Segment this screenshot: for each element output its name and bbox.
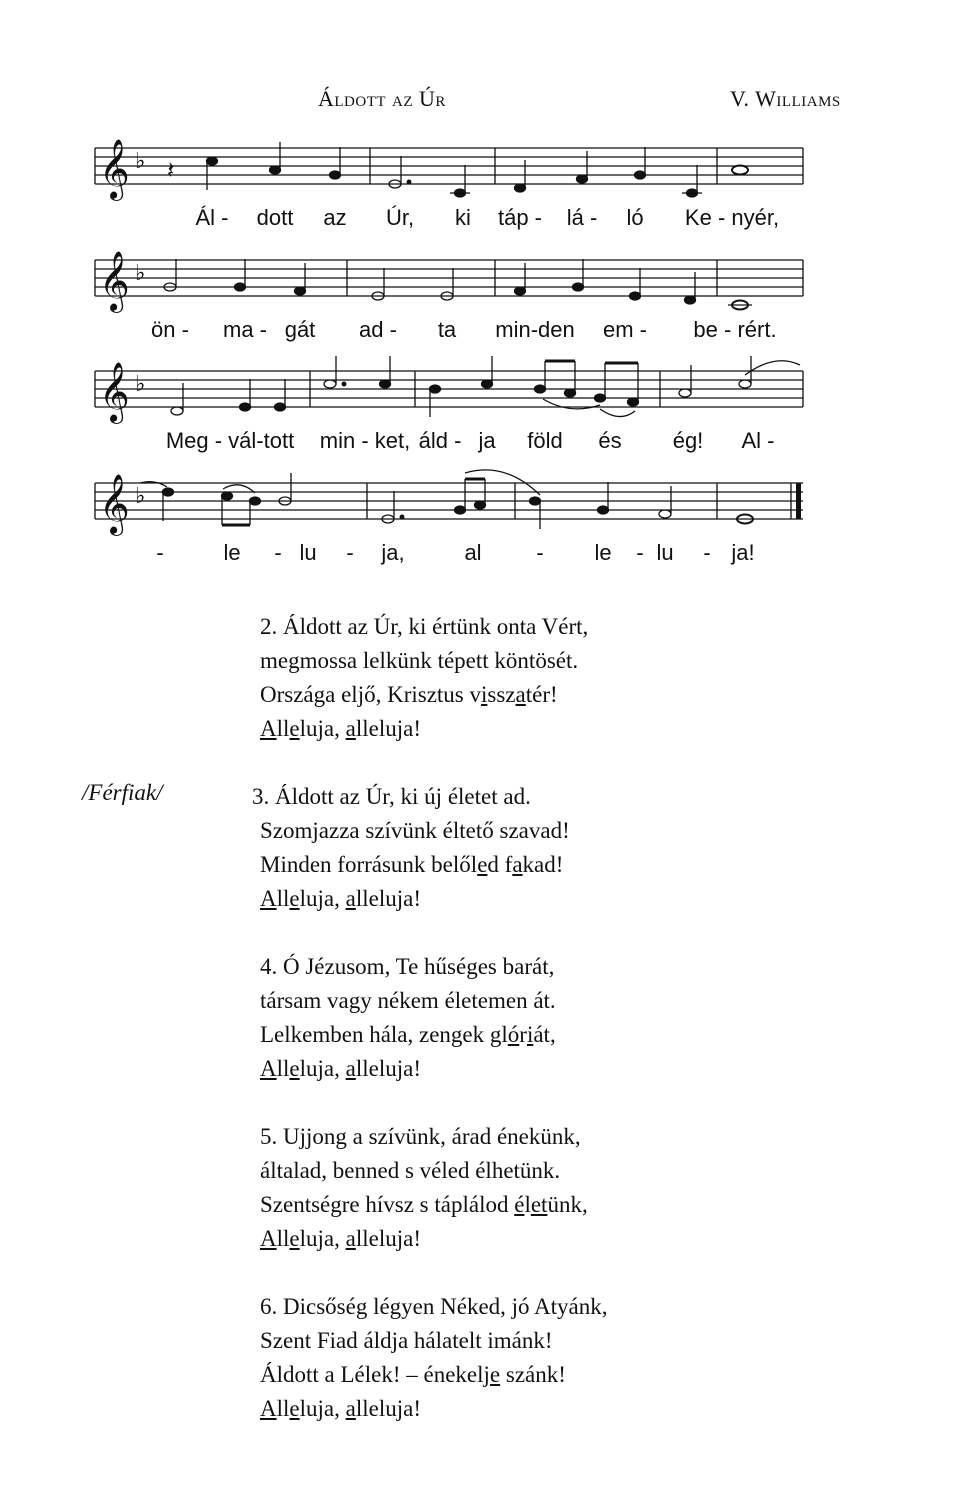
verse-line bbox=[260, 1120, 607, 1154]
lyric-syllable: Meg - vál-tott bbox=[165, 428, 295, 453]
verse-text: e bbox=[289, 1396, 300, 1421]
verse-text: 2. Áldott az Úr, ki értünk onta Vért, bbox=[260, 614, 589, 639]
verse-stanza bbox=[260, 1120, 607, 1256]
verse-text: e bbox=[289, 716, 300, 741]
verse-text: et bbox=[530, 1192, 548, 1217]
verse-text: a bbox=[345, 716, 356, 741]
lyric-syllable: Ál - bbox=[195, 205, 229, 230]
lyric-syllable: - bbox=[346, 540, 354, 565]
lyric-syllable: ta bbox=[437, 317, 457, 342]
verse-text: 3. Áldott az Úr, ki új életet ad. bbox=[252, 784, 531, 809]
verse-stanza bbox=[260, 1290, 607, 1426]
verse-text: lleluja! bbox=[355, 1056, 421, 1081]
lyric-syllable: lu bbox=[656, 540, 674, 565]
lyric-syllable: az bbox=[323, 205, 347, 230]
lyrics-line-4 bbox=[95, 540, 805, 570]
lyric-syllable: és bbox=[598, 428, 622, 453]
verse-text: i bbox=[526, 1022, 534, 1047]
staff-3 bbox=[95, 353, 805, 423]
lyric-syllable: - bbox=[636, 540, 644, 565]
verse-text: e bbox=[477, 852, 488, 877]
lyric-syllable: föld bbox=[527, 428, 563, 453]
lyric-syllable: - bbox=[536, 540, 544, 565]
verse-stanza bbox=[252, 780, 607, 916]
lyric-syllable: ló bbox=[626, 205, 644, 230]
lyric-syllable: ön - bbox=[151, 317, 189, 342]
verse-text: kad! bbox=[522, 852, 564, 877]
verse-text: általad, benned s véled élhetünk. bbox=[260, 1158, 561, 1183]
verse-text: ll bbox=[276, 1056, 290, 1081]
lyric-syllable: ki bbox=[455, 205, 471, 230]
verse-line bbox=[260, 1222, 607, 1256]
lyric-syllable: ma - bbox=[223, 317, 267, 342]
lyric-syllable: táp - bbox=[497, 205, 543, 230]
svg-text:𝄞: 𝄞 bbox=[99, 362, 130, 422]
verse-text: d f bbox=[487, 852, 513, 877]
verse-text: é bbox=[514, 1192, 525, 1217]
svg-text:♭: ♭ bbox=[135, 372, 146, 397]
lyric-syllable: ja, bbox=[381, 540, 405, 565]
verse-text: a bbox=[345, 1056, 356, 1081]
svg-text:♭: ♭ bbox=[135, 261, 146, 286]
lyric-syllable: min - ket, bbox=[319, 428, 411, 453]
lyrics-line-3 bbox=[95, 428, 805, 458]
lyric-syllable: Úr, bbox=[385, 205, 415, 230]
verse-text: Szomjazza szívünk éltető szavad! bbox=[260, 818, 570, 843]
verse-line bbox=[260, 1392, 607, 1426]
music-system-4 bbox=[95, 465, 805, 575]
lyric-syllable: le bbox=[223, 540, 241, 565]
verse-text: át, bbox=[533, 1022, 556, 1047]
composer-name: V. Williams bbox=[730, 86, 841, 111]
verse-text: a bbox=[345, 1226, 356, 1251]
verse-line bbox=[260, 848, 607, 882]
verse-text: társam vagy nékem életemen át. bbox=[260, 988, 556, 1013]
verse-line bbox=[260, 610, 607, 644]
lyric-syllable: dott bbox=[256, 205, 294, 230]
lyric-syllable: - bbox=[156, 540, 164, 565]
lyrics-line-2 bbox=[95, 317, 805, 347]
verse-text: Szentségre hívsz s táplálod bbox=[260, 1192, 515, 1217]
verse-text: 5. Ujjong a szívünk, árad énekünk, bbox=[260, 1124, 581, 1149]
lyric-syllable: ja bbox=[478, 428, 496, 453]
verse-text: A bbox=[260, 716, 277, 741]
verse-line bbox=[260, 1358, 607, 1392]
verse-line bbox=[260, 1018, 607, 1052]
lyric-syllable: le bbox=[594, 540, 612, 565]
verse-text: Szent Fiad áldja hálatelt imánk! bbox=[260, 1328, 553, 1353]
verse-text: lleluja! bbox=[355, 1396, 421, 1421]
lyric-syllable: em - bbox=[603, 317, 647, 342]
lyric-syllable: áld - bbox=[418, 428, 462, 453]
svg-text:𝄽: 𝄽 bbox=[167, 156, 175, 184]
verse-text: lleluja! bbox=[355, 716, 421, 741]
lyric-syllable: ja! bbox=[731, 540, 755, 565]
lyric-syllable: min-den bbox=[495, 317, 575, 342]
svg-text:𝄞: 𝄞 bbox=[99, 139, 130, 199]
verse-text: a bbox=[512, 852, 523, 877]
verse-text: ll bbox=[276, 886, 290, 911]
verse-text: e bbox=[289, 886, 300, 911]
verse-text: r bbox=[519, 1022, 527, 1047]
verse-text: szánk! bbox=[500, 1362, 566, 1387]
verse-line bbox=[260, 814, 607, 848]
svg-text:𝄞: 𝄞 bbox=[99, 251, 130, 311]
verse-stanza bbox=[260, 950, 607, 1086]
verse-line bbox=[252, 780, 607, 814]
staff-4 bbox=[95, 465, 805, 535]
verse-text: 4. Ó Jézusom, Te hűséges barát, bbox=[260, 954, 555, 979]
verse-line bbox=[260, 712, 607, 746]
verse-text: Minden forrásunk belől bbox=[260, 852, 478, 877]
verse-text: A bbox=[260, 1056, 277, 1081]
verse-text: ssz bbox=[487, 682, 516, 707]
verse-text: ünk, bbox=[547, 1192, 588, 1217]
verse-text: Országa eljő, Krisztus v bbox=[260, 682, 481, 707]
verse-line bbox=[260, 678, 607, 712]
svg-text:♭: ♭ bbox=[135, 484, 146, 509]
svg-text:♭: ♭ bbox=[135, 149, 146, 174]
verse-text: a bbox=[515, 682, 526, 707]
music-system-3 bbox=[95, 353, 805, 463]
verse-line bbox=[260, 950, 607, 984]
verse-text: a bbox=[345, 1396, 356, 1421]
verse-text: e bbox=[289, 1056, 300, 1081]
verse-line bbox=[260, 1188, 607, 1222]
lyric-syllable: ég! bbox=[672, 428, 704, 453]
lyric-syllable: gát bbox=[284, 317, 316, 342]
verse-text: a bbox=[345, 886, 356, 911]
hymn-title: Áldott az Úr bbox=[318, 86, 446, 111]
lyric-syllable: be - rért. bbox=[693, 317, 777, 342]
verse-text: lleluja! bbox=[355, 1226, 421, 1251]
staff-1 bbox=[95, 130, 805, 200]
verse-text: luja, bbox=[299, 886, 346, 911]
verse-text: luja, bbox=[299, 1226, 346, 1251]
verse-line bbox=[260, 984, 607, 1018]
verse-text: A bbox=[260, 1226, 277, 1251]
verse-text: lleluja! bbox=[355, 886, 421, 911]
lyric-syllable: Ke - nyér, bbox=[684, 205, 780, 230]
lyric-syllable: ad - bbox=[359, 317, 397, 342]
svg-text:𝄞: 𝄞 bbox=[99, 474, 130, 534]
verse-text: ó bbox=[507, 1022, 520, 1047]
music-system-2 bbox=[95, 242, 805, 352]
verse-text: A bbox=[260, 886, 277, 911]
verse-text: Lelkemben hála, zengek gl bbox=[260, 1022, 508, 1047]
lyric-syllable: lá - bbox=[566, 205, 598, 230]
verse-line bbox=[260, 1290, 607, 1324]
verse-text: luja, bbox=[299, 716, 346, 741]
lyrics-line-1 bbox=[95, 205, 805, 235]
verse-text: ll bbox=[276, 1396, 290, 1421]
verse-text: 6. Dicsőség légyen Néked, jó Atyánk, bbox=[260, 1294, 608, 1319]
verse-text: e bbox=[289, 1226, 300, 1251]
lyric-syllable: al bbox=[464, 540, 482, 565]
verse-stanza bbox=[260, 610, 607, 746]
lyric-syllable: - bbox=[274, 540, 282, 565]
verse-text: A bbox=[260, 1396, 277, 1421]
verse-line bbox=[260, 882, 607, 916]
verse-line bbox=[260, 1154, 607, 1188]
verse-text: luja, bbox=[299, 1396, 346, 1421]
verse-text: tér! bbox=[525, 682, 558, 707]
verse-line bbox=[260, 1324, 607, 1358]
lyric-syllable: lu bbox=[299, 540, 317, 565]
verse-text: i bbox=[481, 682, 488, 707]
verse-text: luja, bbox=[299, 1056, 346, 1081]
voice-label: /Férfiak/ bbox=[82, 780, 163, 805]
verse-text: ll bbox=[276, 716, 290, 741]
verse-text: ll bbox=[276, 1226, 290, 1251]
lyric-syllable: - bbox=[703, 540, 711, 565]
music-system-1 bbox=[95, 130, 805, 240]
verse-line bbox=[260, 1052, 607, 1086]
verse-text: megmossa lelkünk tépett köntösét. bbox=[260, 648, 579, 673]
verses-block bbox=[252, 610, 608, 1460]
verse-text: je bbox=[483, 1362, 501, 1387]
verse-text: Áldott a Lélek! – énekel bbox=[260, 1362, 484, 1387]
lyric-syllable: Al - bbox=[741, 428, 775, 453]
verse-line bbox=[260, 644, 607, 678]
staff-2 bbox=[95, 242, 805, 312]
verse-text: l bbox=[524, 1192, 531, 1217]
